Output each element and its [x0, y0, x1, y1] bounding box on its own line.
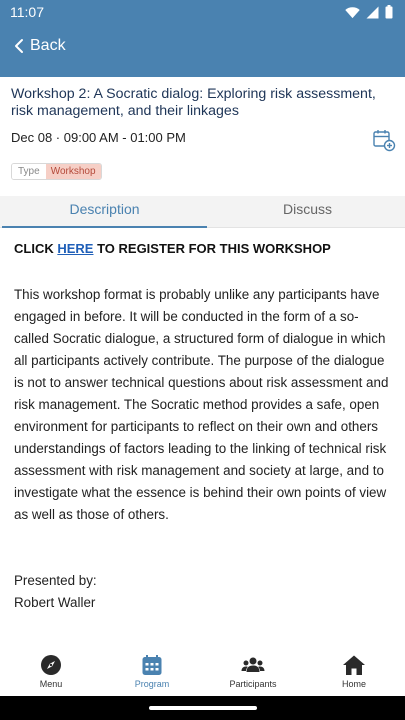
event-datetime: Dec 08 · 09:00 AM - 01:00 PM [11, 130, 186, 145]
nav-home[interactable] [304, 654, 404, 689]
description-paragraph: This workshop format is probably unlike any participants have engaged in before. It will be conducted in the form of a so-called Socratic dialogue, a structured form of dialogue in which all participants actively contribute. The purpose of the dialogue is not to answer technical questions about risk assessment and risk management. The Socratic method provides a safe, open environment for participants to reflect on their own and others understandings of factors leading to the linking of technical risk assessment with risk management and society at large, and to investigate what the essence is behind their own points of view as well as those of others. [14, 287, 389, 522]
nav-participants[interactable] [203, 654, 303, 689]
nav-home-label: Home [341, 679, 366, 689]
bottom-navigation [0, 648, 405, 696]
presenter-name: Robert Waller [14, 595, 96, 610]
home-gesture-pill[interactable] [149, 706, 257, 710]
add-to-calendar-icon[interactable] [372, 128, 396, 152]
nav-program[interactable] [102, 654, 202, 689]
wifi-icon [345, 6, 360, 19]
signal-icon [366, 6, 379, 19]
home-icon [342, 654, 366, 676]
status-time: 11:07 [10, 4, 44, 20]
type-badge [11, 163, 102, 180]
calendar-icon [141, 654, 163, 676]
nav-menu[interactable] [1, 654, 101, 689]
event-title: Workshop 2: A Socratic dialog: Exploring risk assessment, risk management, and their linkages [11, 86, 376, 119]
type-value: Workshop [46, 164, 101, 179]
battery-icon [385, 5, 393, 19]
tab-discuss[interactable]: Discuss [282, 201, 332, 217]
nav-program-label: Program [134, 679, 170, 689]
back-button[interactable] [14, 37, 66, 55]
system-navigation-bar [0, 696, 405, 720]
presenter-block [14, 570, 97, 614]
status-bar [0, 0, 405, 25]
status-icons [345, 5, 393, 19]
nav-participants-label: Participants [229, 679, 277, 689]
type-label: Type [12, 164, 46, 179]
presented-by-label: Presented by: [14, 573, 97, 588]
chevron-left-icon [14, 38, 24, 54]
back-label: Back [30, 37, 66, 54]
register-line [14, 241, 331, 256]
compass-icon [40, 654, 62, 676]
nav-menu-label: Menu [39, 679, 63, 689]
register-suffix: TO REGISTER FOR THIS WORKSHOP [93, 241, 331, 256]
register-link[interactable]: HERE [57, 241, 94, 256]
register-prefix: CLICK [14, 241, 58, 256]
people-icon [241, 654, 265, 676]
tab-bar [0, 196, 405, 228]
tab-description[interactable]: Description [2, 196, 207, 228]
app-header [0, 0, 405, 77]
